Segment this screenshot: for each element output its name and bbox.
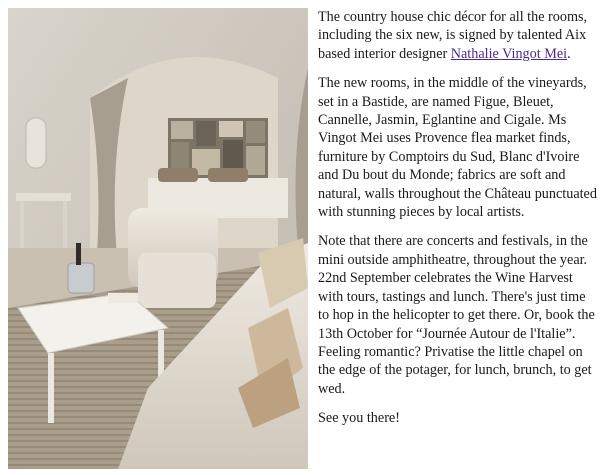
paragraph-1 [318, 8, 598, 63]
paragraph-2: The new rooms, in the middle of the vineyards, set in a Bastide, are named Figue, Bleuet, Cannelle, Jasmin, Eglantine and Cigale. Ms Vingot Mei uses Provence flea market finds, furniture by Comptoirs du Sud, Blanc d'Ivoire and Du bout du Monde; fabrics are soft and natural, walls throughout the Château punctuated with stunning pieces by local artists. [318, 75, 597, 221]
paragraph-4: See you there! [318, 410, 400, 427]
armchair [128, 208, 218, 308]
paragraph-1-text: The country house chic décor for all the rooms, including the six new, is signed by talented Aix based interior designer [318, 9, 588, 62]
paragraph-3: Note that there are concerts and festivals, in the mini outside amphitheatre, throughout the year. 22nd September celebrates the Wine Harvest with tours, tastings and lunch. There's just time to hop in the helicopter to get there. Or, book the 13th October for “Journée Autour de l'Italie”. Feeling romantic? Privatise the little chapel on the edge of the potager, for lunch, brunch, to get wed. [318, 233, 595, 397]
article-text [318, 8, 598, 439]
paragraph-1-end: . [567, 45, 571, 62]
designer-link[interactable]: Nathalie Vingot Mei [450, 45, 568, 62]
bedroom-photo [8, 8, 308, 469]
